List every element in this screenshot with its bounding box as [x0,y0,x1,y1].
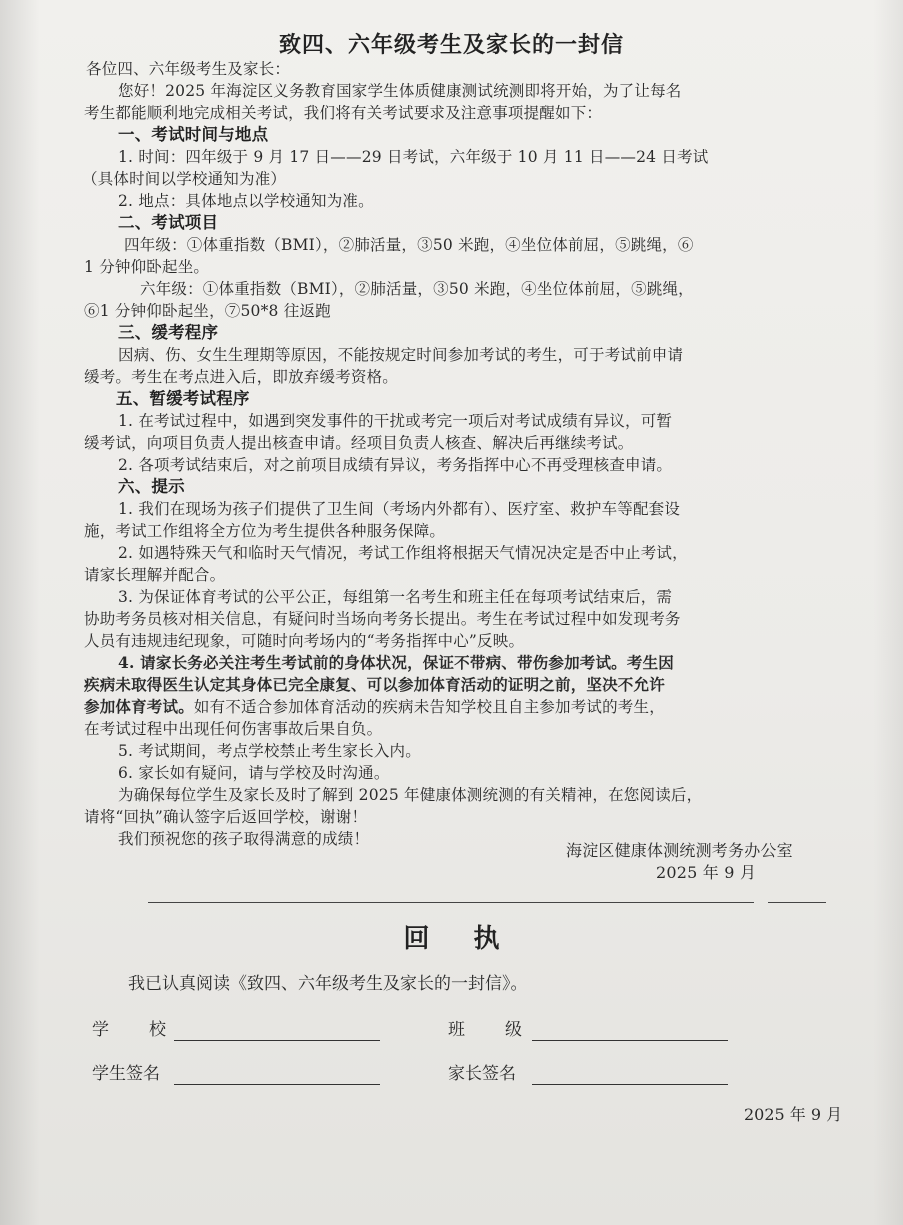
receipt-title: 回执 [403,924,544,954]
section-5-line-1: 1. 在考试过程中，如遇到突发事件的干扰或考完一项后对考试成绩有异议，可暂 [118,412,673,430]
cut-line [148,902,754,903]
closing-line-2: 请将“回执”确认签字后返回学校，谢谢！ [84,808,368,826]
section-1-line-2: （具体时间以学校通知为准） [82,170,287,188]
closing-line-1: 为确保每位学生及家长及时了解到 2025 年健康体测统测的有关精神，在您阅读后， [118,786,703,804]
student-signature-label: 学生签名 [92,1064,160,1084]
letter-title: 致四、六年级考生及家长的一封信 [278,32,624,58]
section-6-line-2: 施，考试工作组将全方位为考生提供各种服务保障。 [84,522,446,540]
salutation: 各位四、六年级考生及家长： [86,60,291,78]
class-label: 班级 [448,1020,562,1040]
student-signature-field[interactable] [174,1084,380,1085]
intro-line-2: 考生都能顺利地完成相关考试，我们将有关考试要求及注意事项提醒如下： [84,104,603,122]
section-1-line-3: 2. 地点：具体地点以学校通知为准。 [118,192,374,210]
issue-date: 2025 年 9 月 [656,863,757,882]
school-label: 学校 [92,1020,206,1040]
section-2-line-3: 六年级：①体重指数（BMI），②肺活量，③50 米跑，④坐位体前屈，⑤跳绳， [140,280,694,298]
section-6-p4-line-3 [84,696,665,718]
parent-signature-label: 家长签名 [448,1064,516,1084]
section-2-line-1: 四年级：①体重指数（BMI），②肺活量，③50 米跑，④坐位体前屈，⑤跳绳，⑥ [124,236,694,254]
section-5-line-2: 缓考试，向项目负责人提出核查申请。经项目负责人核查、解决后再继续考试。 [84,434,634,452]
section-6-p6: 6. 家长如有疑问，请与学校及时沟通。 [118,764,390,782]
section-1-line-1: 1. 时间：四年级于 9 月 17 日——29 日考试，六年级于 10 月 11 日——24 日考试 [118,148,709,166]
section-3-line-2: 缓考。考生在考点进入后，即放弃缓考资格。 [84,368,399,386]
closing-line-3: 我们预祝您的孩子取得满意的成绩！ [118,830,370,848]
section-2-line-2: 1 分钟仰卧起坐。 [84,258,210,276]
section-6-line-4: 请家长理解并配合。 [84,566,226,584]
parent-signature-field[interactable] [532,1084,728,1085]
section-2-line-4: ⑥1 分钟仰卧起坐，⑦50*8 往返跑 [84,302,331,320]
receipt-date: 2025 年 9 月 [744,1105,843,1124]
section-6-line-5: 3. 为保证体育考试的公平公正，每组第一名考生和班主任在每项考试结束后，需 [118,588,673,606]
class-field[interactable] [532,1040,728,1041]
section-6-p5: 5. 考试期间，考点学校禁止考生家长入内。 [118,742,421,760]
section-6-line-6: 协助考务员核对相关信息，有疑问时当场向考务长提出。考生在考试过程中如发现考务 [84,610,681,628]
section-6-p4-bold-line-1: 4. 请家长务必关注考生考试前的身体状况，保证不带病、带伤参加考试。考生因 [118,653,674,672]
cut-line-tail [768,902,826,903]
section-6-heading: 六、提示 [118,477,185,496]
section-5-line-3: 2. 各项考试结束后，对之前项目成绩有异议，考务指挥中心不再受理核查申请。 [118,456,673,474]
section-1-heading: 一、考试时间与地点 [118,125,269,144]
section-6-line-7: 人员有违规违纪现象，可随时向考场内的“考务指挥中心”反映。 [84,632,525,650]
section-6-line-3: 2. 如遇特殊天气和临时天气情况，考试工作组将根据天气情况决定是否中止考试， [118,544,688,562]
section-6-line-1: 1. 我们在现场为孩子们提供了卫生间（考场内外都有）、医疗室、救护车等配套设 [118,500,681,518]
section-6-p4-bold-segment: 参加体育考试。 [84,697,194,716]
receipt-statement: 我已认真阅读《致四、六年级考生及家长的一封信》。 [128,974,528,994]
section-6-p4-bold-line-2: 疾病未取得医生认定其身体已完全康复、可以参加体育活动的证明之前，坚决不允许 [84,675,665,694]
section-5-heading: 五、暂缓考试程序 [116,389,250,408]
section-3-line-1: 因病、伤、女生生理期等原因，不能按规定时间参加考试的考生，可于考试前申请 [118,346,684,364]
issuing-office: 海淀区健康体测统测考务办公室 [566,841,793,860]
school-field[interactable] [174,1040,380,1041]
section-3-heading: 三、缓考程序 [118,323,219,342]
section-6-p4-line-4: 在考试过程中出现任何伤害事故后果自负。 [84,720,383,738]
intro-line-1: 您好！2025 年海淀区义务教育国家学生体质健康测试统测即将开始，为了让每名 [118,82,682,100]
section-6-p4-normal-segment: 如有不适合参加体育活动的疾病未告知学校且自主参加考试的考生， [193,698,665,716]
section-2-heading: 二、考试项目 [118,213,219,232]
